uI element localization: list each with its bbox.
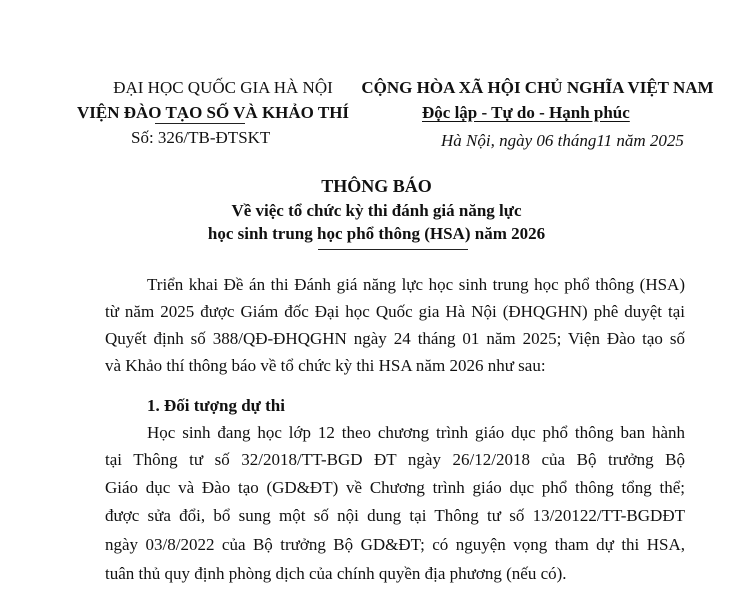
document-type-title: THÔNG BÁO <box>321 176 432 196</box>
section-line: tuân thủ quy định phòng dịch của chính quyền địa phương (nếu có). <box>105 564 567 583</box>
section-line: được sửa đổi, bổ sung một số nội dung tại Thông tư số 13/20122/TT-BGDĐT <box>105 506 685 525</box>
section-line: tại Thông tư số 32/2018/TT-BGD ĐT ngày 26/12/2018 của Bộ trưởng Bộ <box>105 450 685 469</box>
intro-line: từ năm 2025 được Giám đốc Đại học Quốc gia Hà Nội (ĐHQGHN) phê duyệt tại <box>105 302 685 321</box>
section-line: ngày 03/8/2022 của Bộ trưởng Bộ GD&ĐT; có nguyện vọng tham dự thi HSA, <box>105 535 685 554</box>
section-line: Giáo dục và Đào tạo (GD&ĐT) về Chương trình giáo dục phổ thông tổng thể; <box>105 478 685 497</box>
section-heading: 1. Đối tượng dự thi <box>147 396 285 415</box>
org-underline <box>155 123 245 124</box>
document-number: Số: 326/TB-ĐTSKT <box>131 128 271 147</box>
subject-line-2: học sinh trung học phổ thông (HSA) năm 2026 <box>207 224 546 243</box>
title-underline <box>318 249 468 250</box>
intro-line: và Khảo thí thông báo về tổ chức kỳ thi HSA năm 2026 như sau: <box>105 356 546 375</box>
national-title: CỘNG HÒA XÃ HỘI CHỦ NGHĨA VIỆT NAM <box>361 78 714 97</box>
subject-line-1: Về việc tổ chức kỳ thi đánh giá năng lực <box>231 201 522 220</box>
national-motto: Độc lập - Tự do - Hạnh phúc <box>422 103 630 122</box>
parent-organization: ĐẠI HỌC QUỐC GIA HÀ NỘI <box>113 78 333 97</box>
place-and-date: Hà Nội, ngày 06 tháng11 năm 2025 <box>441 131 684 150</box>
intro-line: Quyết định số 388/QĐ-ĐHQGHN ngày 24 tháng 01 năm 2025; Viện Đào tạo số <box>105 329 685 348</box>
intro-line: Triển khai Đề án thi Đánh giá năng lực học sinh trung học phổ thông (HSA) <box>147 275 685 294</box>
issuing-organization: VIỆN ĐÀO TẠO SỐ VÀ KHẢO THÍ <box>76 103 350 122</box>
section-line: Học sinh đang học lớp 12 theo chương trình giáo dục phổ thông ban hành <box>147 423 685 442</box>
